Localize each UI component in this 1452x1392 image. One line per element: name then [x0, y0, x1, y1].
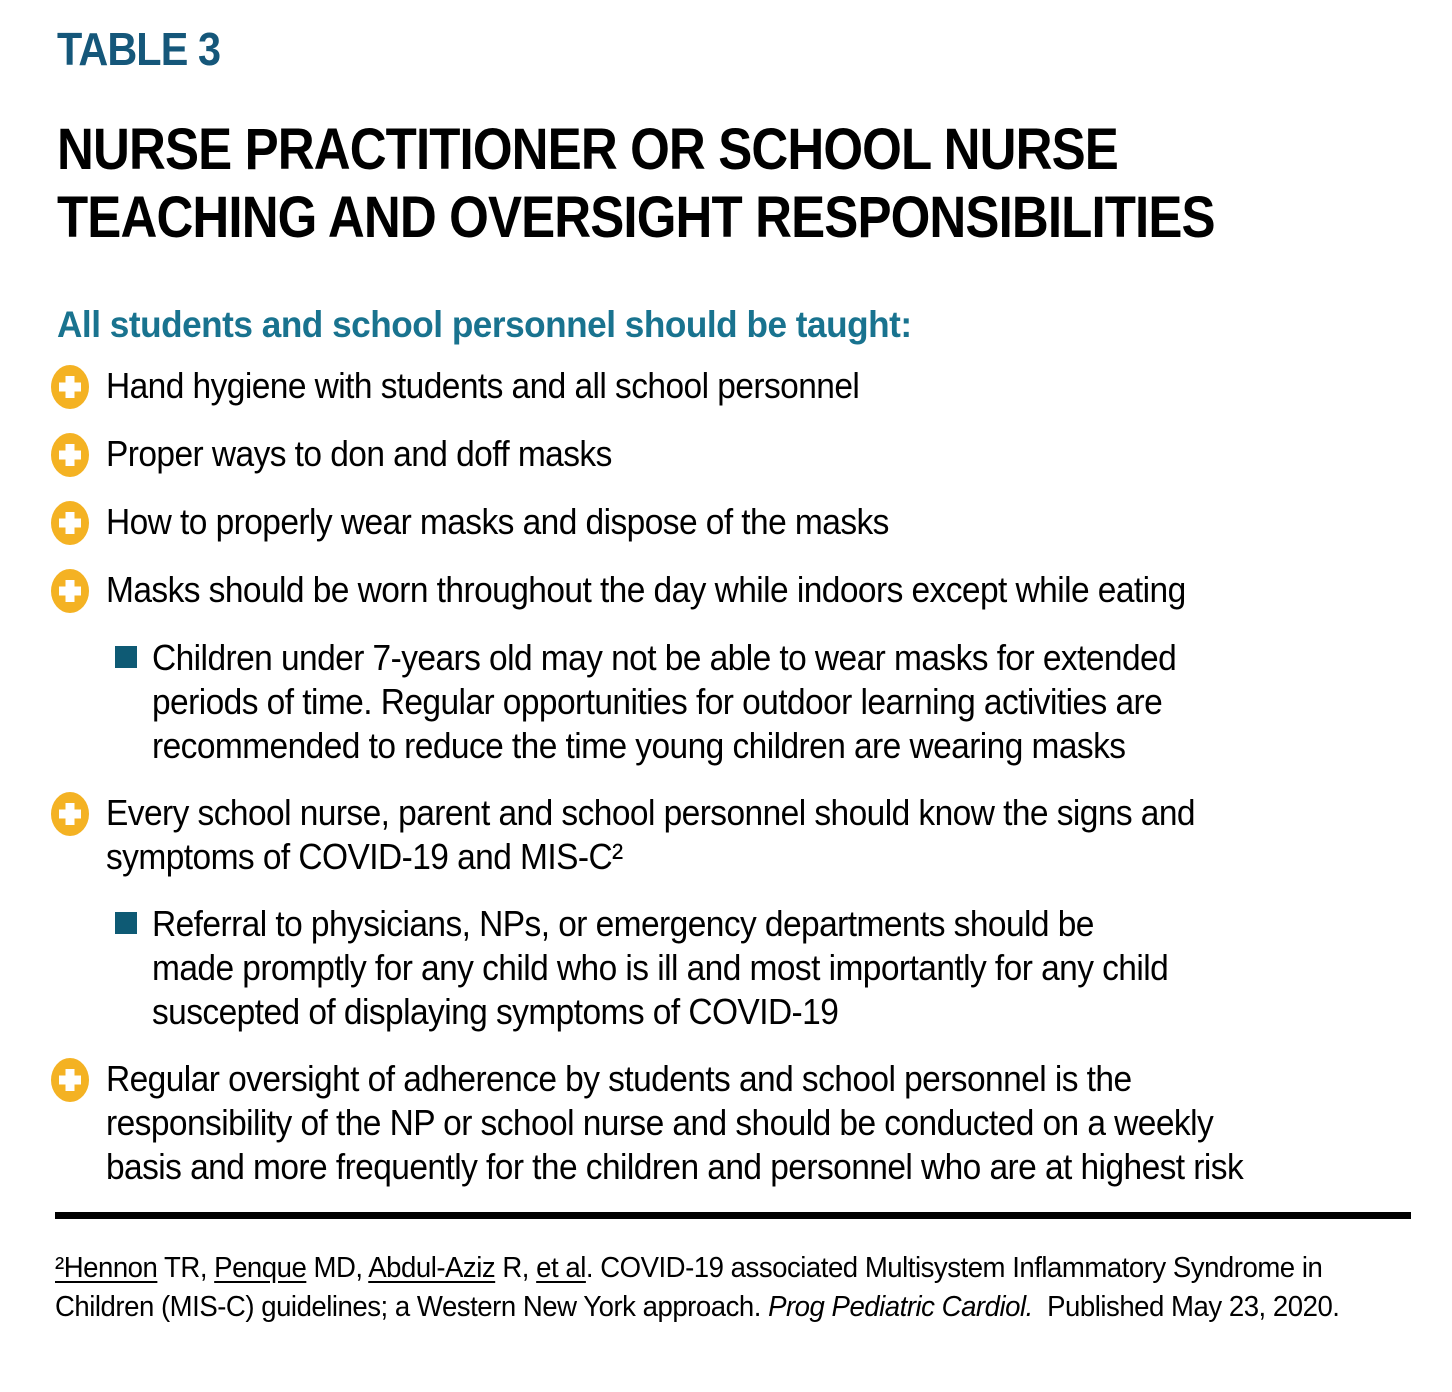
section-subtitle: All students and school personnel should be taught:: [57, 304, 912, 345]
plus-circle-icon: [51, 792, 106, 836]
plus-circle-icon: [51, 569, 106, 613]
footnote-segment: TR,: [157, 1252, 215, 1284]
plus-circle-icon: [51, 433, 106, 477]
list-item: [51, 500, 1442, 545]
list-item: [51, 364, 1442, 409]
table-number-label: TABLE 3: [57, 23, 221, 75]
footnote-segment: Published May 23, 2020.: [1032, 1291, 1340, 1323]
list-item: [51, 568, 1442, 613]
list-item-text: Referral to physicians, NPs, or emergency departments should be made promptly for any child who is ill and most importantly for any child suscepted of displaying symptoms of COVID-19: [152, 903, 1169, 1032]
footnote: [55, 1249, 1339, 1327]
list-item-sub: [51, 902, 1442, 1034]
square-bullet-icon: [115, 912, 137, 934]
list-item-sub: [51, 636, 1442, 768]
list-item: [51, 1057, 1442, 1189]
plus-circle-icon: [51, 501, 106, 545]
list-item-text: Hand hygiene with students and all school personnel: [106, 365, 860, 406]
plus-circle-icon: [51, 1058, 106, 1102]
footnote-segment: et al: [536, 1252, 586, 1284]
footnote-segment: MD,: [306, 1252, 369, 1284]
table-title-line-1: NURSE PRACTITIONER OR SCHOOL NURSE: [57, 117, 1118, 182]
footnote-segment: Children (MIS-C) guidelines; a Western New York approach.: [55, 1291, 769, 1323]
plus-circle-icon: [51, 365, 106, 409]
footnote-segment: . COVID-19 associated Multisystem Inflammatory Syndrome in: [585, 1252, 1323, 1284]
list-item-text: Every school nurse, parent and school personnel should know the signs and symptoms of COVID-19 and MIS-C²: [106, 792, 1196, 877]
list-item-text: Proper ways to don and doff masks: [106, 433, 612, 474]
list-item-text: How to properly wear masks and dispose of the masks: [106, 501, 889, 542]
list-item-text: Masks should be worn throughout the day while indoors except while eating: [106, 569, 1186, 610]
footnote-segment: Abdul-Aziz: [368, 1252, 496, 1284]
square-bullet-icon: [115, 646, 137, 668]
footnote-segment: Penque: [214, 1252, 307, 1284]
table-title-line-2: TEACHING AND OVERSIGHT RESPONSIBILITIES: [57, 185, 1215, 250]
list-item: [51, 432, 1442, 477]
footnote-divider: [55, 1212, 1411, 1219]
list-item-text: Children under 7-years old may not be able to wear masks for extended periods of time. Regular opportunities for outdoor learning activities are recommended to reduce the time young children are wearing masks: [152, 637, 1177, 766]
footnote-segment: R,: [495, 1252, 537, 1284]
list-item-text: Regular oversight of adherence by students and school personnel is the responsibility of the NP or school nurse and should be conducted on a weekly basis and more frequently for the children and personnel who are at highest risk: [106, 1058, 1244, 1187]
footnote-segment: ²Hennon: [55, 1252, 158, 1284]
footnote-segment: Prog Pediatric Cardiol.: [768, 1291, 1033, 1323]
list-item: [51, 791, 1442, 879]
teaching-list: [51, 364, 1442, 1189]
table-title: [57, 116, 1442, 252]
